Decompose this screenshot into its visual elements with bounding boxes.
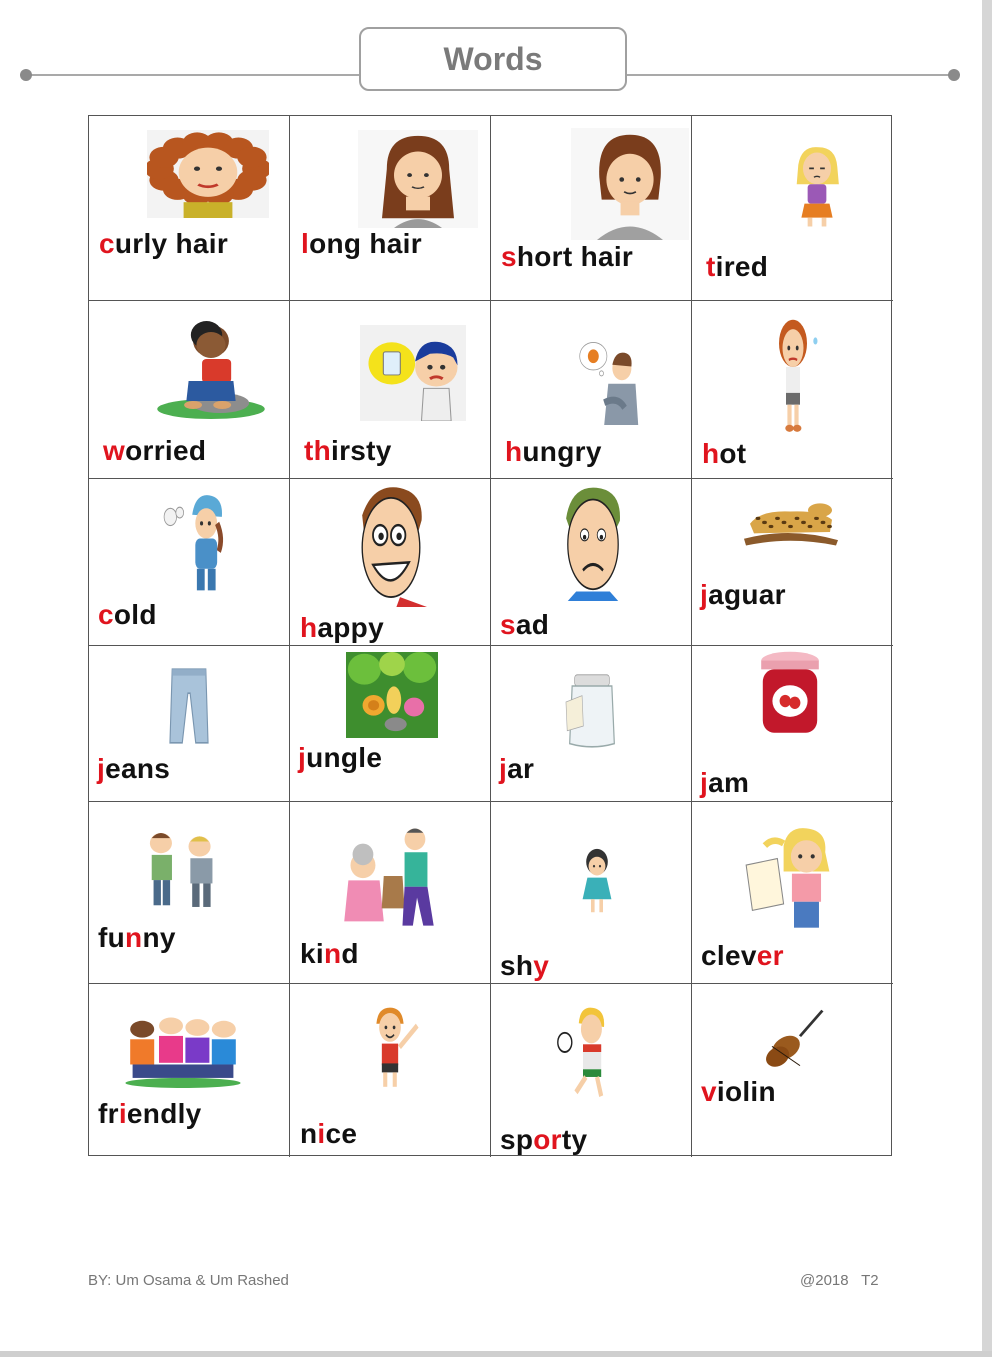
header-dot-left	[20, 69, 32, 81]
word-card	[290, 802, 491, 984]
footer-author: BY: Um Osama & Um Rashed	[88, 1272, 289, 1289]
word-highlight: i	[118, 1098, 127, 1129]
word-label	[700, 767, 749, 799]
word-label	[702, 438, 746, 470]
word-rest: ad	[515, 609, 550, 640]
word-card	[89, 802, 290, 984]
word-card	[89, 646, 290, 802]
word-highlight: s	[501, 241, 517, 272]
tired-girl-icon	[778, 142, 856, 230]
footer-year-term	[800, 1272, 879, 1289]
word-label	[300, 938, 359, 970]
jar-icon	[561, 670, 623, 750]
page-bottom-edge	[0, 1351, 992, 1357]
word-label	[499, 753, 534, 785]
word-rest: aguar	[708, 579, 786, 610]
word-rest: ot	[719, 438, 747, 469]
word-card	[491, 802, 692, 984]
violin-icon	[758, 1008, 828, 1072]
word-card	[491, 984, 692, 1157]
jam-jar-icon	[750, 650, 830, 738]
word-highlight: j	[97, 753, 106, 784]
word-card	[290, 116, 491, 301]
word-label	[298, 742, 382, 774]
word-rest: ce	[325, 1118, 358, 1149]
word-highlight: i	[317, 1118, 326, 1149]
thirsty-boy-icon	[360, 325, 466, 421]
word-highlight: n	[125, 922, 143, 953]
word-highlight: t	[706, 251, 716, 282]
word-label	[103, 435, 206, 467]
word-rest: ty	[561, 1124, 588, 1155]
word-label	[300, 1118, 357, 1150]
word-label	[98, 922, 176, 954]
word-highlight: th	[304, 435, 332, 466]
word-label	[701, 1076, 776, 1108]
happy-face-icon	[346, 483, 436, 607]
word-prefix: ki	[300, 938, 324, 969]
word-highlight: l	[301, 228, 310, 259]
word-rest: ny	[142, 922, 176, 953]
word-rest: ungry	[522, 436, 602, 467]
short-hair-girl-icon	[571, 128, 689, 240]
word-highlight: h	[505, 436, 523, 467]
word-rest: irsty	[331, 435, 392, 466]
word-highlight: er	[756, 940, 784, 971]
word-card	[290, 646, 491, 802]
word-card	[491, 116, 692, 301]
word-card	[89, 301, 290, 479]
word-highlight: j	[499, 753, 508, 784]
jungle-icon	[346, 652, 438, 738]
sporty-boy-icon	[555, 1004, 625, 1100]
word-label	[500, 609, 549, 641]
word-prefix: sp	[500, 1124, 534, 1155]
word-card	[491, 646, 692, 802]
word-card	[89, 479, 290, 646]
word-rest: orried	[125, 435, 207, 466]
word-label	[500, 1124, 587, 1156]
word-rest: hort hair	[516, 241, 634, 272]
word-label	[501, 241, 633, 273]
word-highlight: h	[702, 438, 720, 469]
jeans-icon	[161, 666, 217, 746]
cold-child-icon	[161, 491, 239, 599]
word-prefix: fr	[98, 1098, 119, 1129]
word-highlight: j	[700, 767, 709, 798]
word-label	[706, 251, 768, 283]
clever-girl-icon	[742, 824, 846, 932]
word-rest: am	[708, 767, 750, 798]
word-highlight: j	[298, 742, 307, 773]
sad-face-icon	[551, 483, 635, 601]
word-rest: old	[113, 599, 157, 630]
word-label	[98, 599, 157, 631]
word-card	[290, 479, 491, 646]
word-highlight: s	[500, 609, 516, 640]
word-rest: ired	[715, 251, 769, 282]
word-rest: eans	[105, 753, 171, 784]
word-highlight: w	[103, 435, 126, 466]
footer-year: @2018	[800, 1272, 849, 1289]
jaguar-icon	[740, 483, 840, 551]
word-card	[89, 984, 290, 1157]
word-highlight: j	[700, 579, 709, 610]
word-prefix: fu	[98, 922, 126, 953]
footer-term: T2	[861, 1272, 879, 1289]
word-prefix: n	[300, 1118, 318, 1149]
word-label	[97, 753, 170, 785]
word-card	[692, 646, 893, 802]
word-highlight: h	[300, 612, 318, 643]
word-label	[700, 579, 786, 611]
word-card	[692, 984, 893, 1157]
header-rule-left	[24, 74, 360, 76]
word-grid	[88, 115, 892, 1156]
word-rest: ar	[507, 753, 535, 784]
word-card	[692, 116, 893, 301]
funny-men-icon	[137, 828, 229, 912]
word-card	[491, 301, 692, 479]
word-label	[505, 436, 602, 468]
word-label	[304, 435, 392, 467]
word-rest: endly	[126, 1098, 202, 1129]
word-label	[99, 228, 228, 260]
word-rest: ungle	[306, 742, 383, 773]
word-highlight: or	[533, 1124, 562, 1155]
nice-boy-icon	[356, 1004, 424, 1094]
word-highlight: y	[533, 950, 550, 981]
hot-girl-icon	[758, 315, 828, 433]
kind-couple-icon	[338, 822, 442, 930]
word-label	[301, 228, 422, 260]
word-highlight: c	[99, 228, 115, 259]
word-rest: ong hair	[309, 228, 422, 259]
word-card	[89, 116, 290, 301]
shy-girl-icon	[567, 846, 627, 918]
word-highlight: v	[701, 1076, 717, 1107]
word-card	[290, 301, 491, 479]
word-card	[692, 301, 893, 479]
word-rest: appy	[317, 612, 384, 643]
word-highlight: n	[323, 938, 342, 969]
word-label	[98, 1098, 202, 1130]
word-card	[290, 984, 491, 1157]
worried-boy-icon	[155, 319, 267, 419]
word-prefix: clev	[701, 940, 757, 971]
header-rule-right	[626, 74, 956, 76]
word-highlight: c	[98, 599, 114, 630]
word-label	[300, 612, 384, 644]
hungry-man-icon	[577, 339, 645, 425]
word-label	[701, 940, 784, 972]
word-card	[692, 802, 893, 984]
word-prefix: sh	[500, 950, 534, 981]
page-title: Words	[359, 27, 627, 91]
word-card	[692, 479, 893, 646]
curly-hair-face-icon	[147, 130, 269, 218]
word-rest: d	[341, 938, 359, 969]
word-card	[491, 479, 692, 646]
word-rest: urly hair	[114, 228, 229, 259]
header-dot-right	[948, 69, 960, 81]
long-hair-girl-icon	[358, 130, 478, 228]
page-edge	[982, 0, 992, 1357]
word-label	[500, 950, 549, 982]
word-rest: iolin	[716, 1076, 776, 1107]
friendly-kids-icon	[123, 1004, 243, 1088]
